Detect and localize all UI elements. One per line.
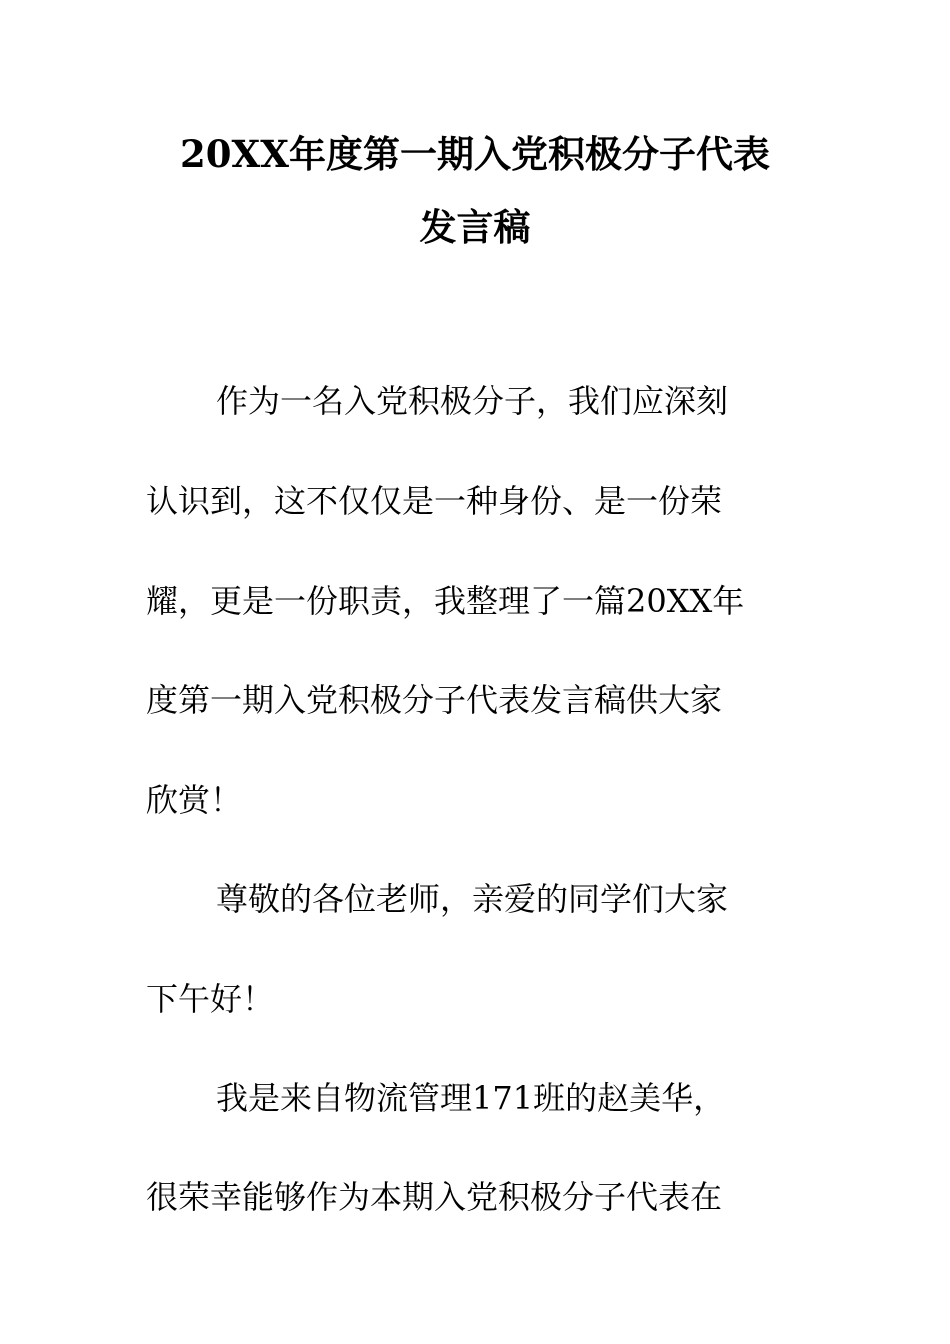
body-line-5: 欣赏！ — [146, 781, 243, 819]
body-line-6: 尊敬的各位老师，亲爱的同学们大家 — [216, 880, 729, 918]
body-line-9: 很荣幸能够作为本期入党积极分子代表在 — [146, 1178, 723, 1216]
body-line-2: 认识到，这不仅仅是一种身份、是一份荣 — [146, 482, 723, 520]
document-title-line-1: 20XX年度第一期入党积极分子代表 — [180, 132, 770, 176]
body-line-3: 耀，更是一份职责，我整理了一篇20XX年 — [146, 582, 745, 620]
body-line-7: 下午好！ — [146, 980, 275, 1018]
body-line-1: 作为一名入党积极分子，我们应深刻 — [216, 382, 729, 420]
body-line-4: 度第一期入党积极分子代表发言稿供大家 — [146, 681, 723, 719]
document-title-line-2: 发言稿 — [419, 205, 531, 249]
body-line-8: 我是来自物流管理171班的赵美华， — [216, 1079, 726, 1117]
